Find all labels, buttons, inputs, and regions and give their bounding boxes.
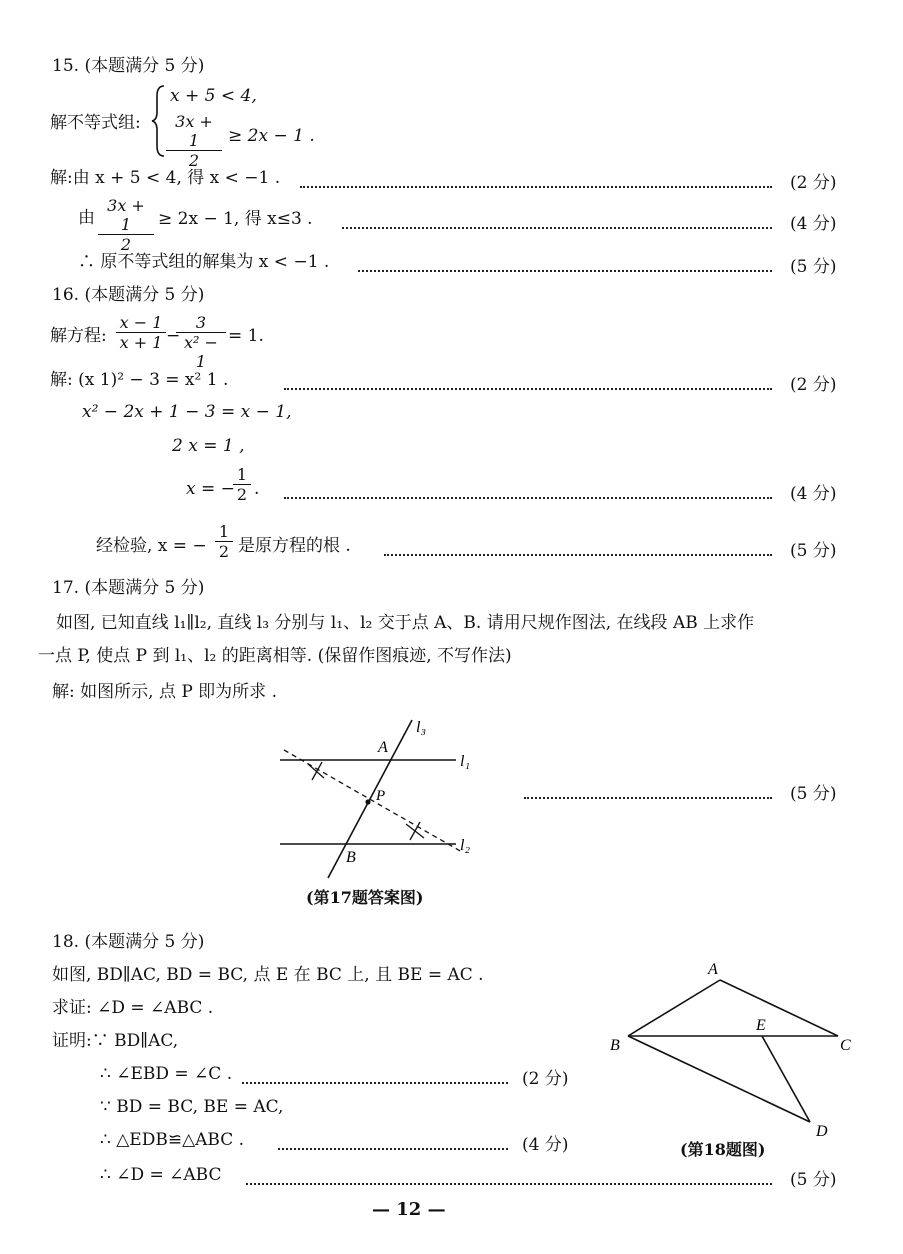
q15-prompt-label: 解不等式组: (50, 113, 141, 133)
q16-eq-rest: = 1. (228, 326, 264, 346)
q15-step2-score: (4 分) (790, 214, 837, 234)
q17-caption: (第17题答案图) (306, 888, 424, 907)
q17-header: 17. (本题满分 5 分) (52, 578, 205, 598)
q18-proof2: ∴ ∠EBD = ∠C . (100, 1064, 233, 1084)
q15-step3: ∴ 原不等式组的解集为 x < −1 . (78, 252, 330, 272)
q16-line1: 解: (x 1)² − 3 = x² 1 . (50, 370, 229, 390)
q16-num2: 3 (176, 313, 226, 333)
q18-proof5-score: (5 分) (790, 1170, 837, 1190)
q18-text1: 如图, BD∥AC, BD = BC, 点 E 在 BC 上, 且 BE = AC . (52, 965, 484, 985)
q16-line4-pre: x = − (186, 479, 235, 499)
q16-line2: x² − 2x + 1 − 3 = x − 1, (82, 402, 292, 422)
q16-frac1 (116, 313, 166, 352)
q17-text2: 一点 P, 使点 P 到 l₁、l₂ 的距离相等. (保留作图痕迹, 不写作法) (38, 646, 512, 666)
q15-step1-score: (2 分) (790, 173, 837, 193)
page-number: — 12 — (372, 1199, 446, 1220)
q15-step1: 解:由 x + 5 < 4, 得 x < −1 . (50, 168, 281, 188)
dotted-leader (342, 227, 772, 229)
q15-ineq2-num: 3x + 1 (166, 112, 222, 151)
dotted-leader (246, 1183, 772, 1185)
dotted-leader (284, 497, 772, 499)
q15-step3-score: (5 分) (790, 257, 837, 277)
q16-line5-den: 2 (218, 542, 230, 561)
q18-caption: (第18题图) (680, 1140, 766, 1159)
q16-line5-pre: 经检验, x = − (96, 536, 207, 556)
q18-proof5: ∴ ∠D = ∠ABC (100, 1165, 222, 1185)
q18-proof4: ∴ △EDB≌△ABC . (100, 1130, 245, 1150)
q18-label-A: A (708, 961, 718, 978)
q17-label-A: A (378, 739, 388, 756)
q18-figure (604, 956, 864, 1142)
q16-line1-score: (2 分) (790, 375, 837, 395)
q18-label-E: E (756, 1017, 766, 1034)
q15-step2-frac (98, 196, 154, 254)
q16-minus: − (166, 326, 181, 346)
q16-num1: x − 1 (116, 313, 166, 333)
dotted-leader (278, 1148, 508, 1150)
dotted-leader (358, 270, 772, 272)
q18-label-D: D (816, 1123, 828, 1140)
dotted-leader (300, 186, 772, 188)
q16-frac2 (176, 313, 226, 371)
q15-step2-num: 3x + 1 (98, 196, 154, 235)
q18-proof2-score: (2 分) (522, 1069, 569, 1089)
q18-label-B: B (610, 1037, 620, 1054)
q16-den2: x² − 1 (184, 333, 218, 371)
q16-header: 16. (本题满分 5 分) (52, 285, 205, 305)
q18-proof3: ∵ BD = BC, BE = AC, (100, 1097, 284, 1117)
q17-text1: 如图, 已知直线 l₁∥l₂, 直线 l₃ 分别与 l₁、l₂ 交于点 A、B. 请用尺规作图法, 在线段 AB 上求作 (56, 613, 755, 633)
q15-step2-pre: 由 (78, 208, 95, 228)
q15-ineq1: x + 5 < 4, (170, 86, 257, 106)
q18-header: 18. (本题满分 5 分) (52, 932, 205, 952)
dotted-leader (242, 1082, 508, 1084)
q15-ineq2-frac (166, 112, 222, 170)
q16-line4-frac (233, 465, 251, 504)
q18-prove: 求证: ∠D = ∠ABC . (52, 998, 214, 1018)
q15-ineq2-rest: ≥ 2x − 1 . (228, 126, 315, 146)
q15-step2-den: 2 (120, 235, 132, 254)
q17-label-l2: l₂ (460, 837, 471, 854)
q17-label-l3: l₃ (416, 719, 427, 736)
q16-line5-num: 1 (215, 522, 233, 542)
q17-score: (5 分) (790, 784, 837, 804)
q16-den1: x + 1 (119, 333, 163, 352)
q16-prompt-label: 解方程: (50, 326, 107, 346)
dotted-leader (384, 554, 772, 556)
q18-proof1: 证明:∵ BD∥AC, (52, 1031, 179, 1051)
q18-label-C: C (840, 1037, 851, 1054)
q16-line5-post: 是原方程的根 . (238, 536, 351, 556)
q17-answer: 解: 如图所示, 点 P 即为所求 . (52, 682, 277, 702)
q16-line4-num: 1 (233, 465, 251, 485)
q17-label-P: P (376, 788, 386, 804)
dotted-leader (284, 388, 772, 390)
q16-line4-score: (4 分) (790, 484, 837, 504)
q17-label-B: B (346, 849, 356, 866)
q15-ineq2-den: 2 (188, 151, 200, 170)
q15-header: 15. (本题满分 5 分) (52, 56, 205, 76)
q18-proof4-score: (4 分) (522, 1135, 569, 1155)
q16-line5-score: (5 分) (790, 541, 837, 561)
dotted-leader (524, 797, 772, 799)
q16-line5-frac (215, 522, 233, 561)
q17-label-l1: l₁ (460, 753, 471, 770)
q15-step2-rest: ≥ 2x − 1, 得 x≤3 . (158, 209, 313, 229)
q17-figure (270, 712, 490, 882)
q16-line4-den: 2 (236, 485, 248, 504)
q16-line3: 2 x = 1 , (172, 436, 245, 456)
q16-line4-post: . (254, 479, 260, 499)
